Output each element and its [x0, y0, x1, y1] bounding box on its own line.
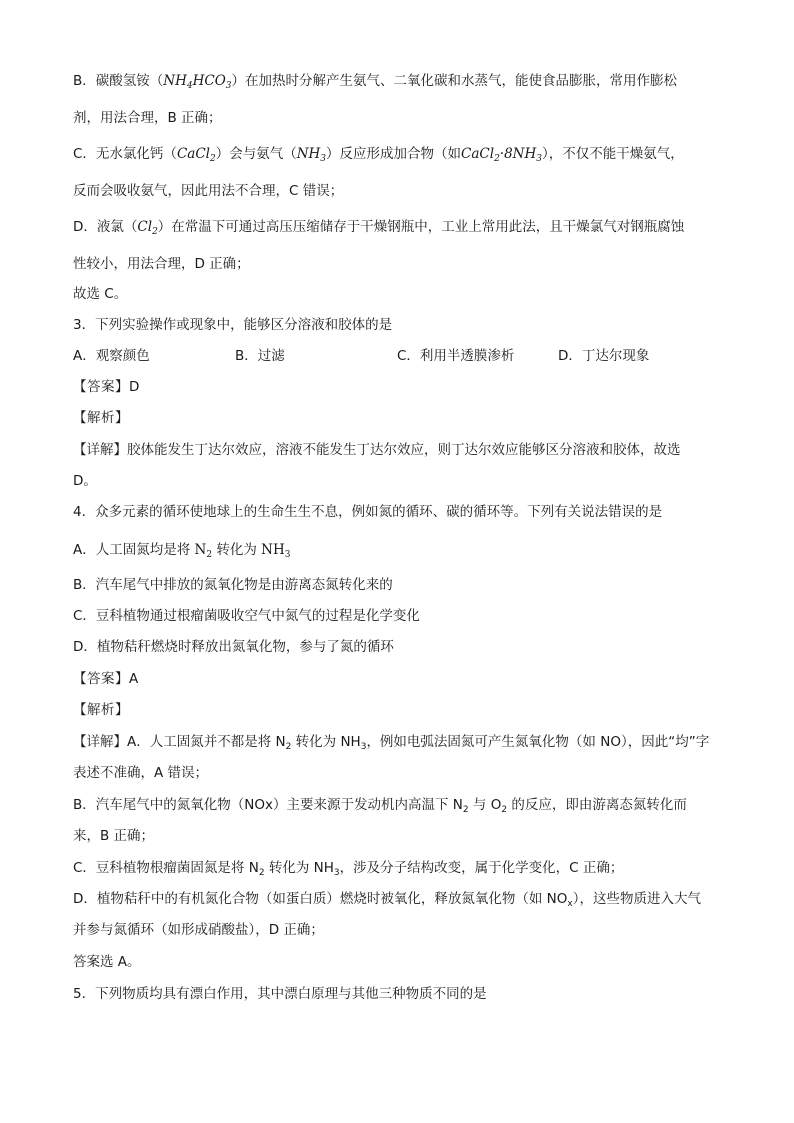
subscript: 2 [258, 868, 265, 878]
q4-option-b: B．汽车尾气中排放的氮氧化物是由游离态氮转化来的 [73, 577, 393, 593]
q4-answer: 【答案】A [73, 671, 139, 687]
text: ）在常温下可通过高压压缩储存于干燥钢瓶中，工业上常用此法，且干燥氯气对钢瓶腐蚀 [157, 219, 685, 235]
q4-final-choice: 答案选 A。 [73, 954, 141, 970]
text: ），这些物质进入大气 [572, 891, 701, 907]
q4-detail-line2: 表述不准确，A 错误； [73, 765, 209, 781]
q4-option-d: D．植物秸秆燃烧时释放出氮氧化物，参与了氮的循环 [73, 639, 394, 655]
q2-option-b-line1 [73, 71, 677, 91]
text: ，涉及分子结构改变，属于化学变化，C 正确； [339, 860, 624, 876]
q4-stem: 4．众多元素的循环使地球上的生命生生不息，例如氮的循环、碳的循环等。下列有关说法错误的是 [73, 504, 663, 520]
text: ）在加热时分解产生氨气、二氧化碳和水蒸气，能使食品膨胀，常用作膨松 [231, 73, 677, 89]
q3-detail-line2: D。 [73, 473, 97, 489]
q4-analysis-label: 【解析】 [73, 702, 129, 718]
text: C．无水氯化钙（ [73, 146, 177, 162]
q4-option-c: C．豆科植物通过根瘤菌吸收空气中氮气的过程是化学变化 [73, 608, 420, 624]
text: 转化为 NH [264, 860, 334, 876]
q4-option-a [73, 540, 291, 560]
q2-option-d-line2: 性较小，用法合理，D 正确； [73, 256, 250, 272]
text: 的反应，即由游离态氮转化而 [507, 797, 687, 813]
q4-detail-line6 [73, 889, 701, 909]
q3-answer: 【答案】D [73, 379, 140, 395]
text: 转化为 NH [291, 734, 361, 750]
q3-option-b: B．过滤 [235, 348, 285, 364]
subscript: 3 [360, 742, 367, 752]
formula-adduct: $CaCl_2\cdot 8NH_3$ [461, 146, 542, 164]
q2-option-b-line2: 剂，用法合理，B 正确； [73, 110, 222, 126]
q2-option-d-line1 [73, 217, 684, 237]
text: B．碳酸氢铵（ [73, 73, 164, 89]
text: ）会与氨气（ [215, 146, 297, 162]
text: 转化为 [212, 542, 262, 558]
text: 【详解】A．人工固氮并不都是将 N [73, 734, 286, 750]
q2-option-c-line2: 反而会吸收氨气，因此用法不合理，C 错误； [73, 183, 344, 199]
text: A．人工固氮均是将 [73, 542, 195, 558]
subscript: 3 [333, 868, 340, 878]
formula-nh3: $NH_3$ [261, 542, 291, 560]
text: 与 O [468, 797, 502, 813]
formula-cl2: $Cl_2$ [137, 219, 158, 237]
subscript: x [567, 899, 573, 909]
text: D．植物秸秆中的有机氮化合物（如蛋白质）燃烧时被氧化，释放氮氧化物（如 NO [73, 891, 568, 907]
formula-nh4hco3: $NH_4HCO_3$ [163, 73, 232, 91]
text: D．液氯（ [73, 219, 138, 235]
text: ）反应形成加合物（如 [326, 146, 462, 162]
text: ），不仅不能干燥氨气， [542, 146, 684, 162]
q4-detail-line4: 来，B 正确； [73, 828, 155, 844]
q4-detail-line3 [73, 795, 687, 815]
q3-analysis-label: 【解析】 [73, 410, 129, 426]
q3-detail-line1: 【详解】胶体能发生丁达尔效应，溶液不能发生丁达尔效应，则丁达尔效应能够区分溶液和胶体，故选 [73, 442, 681, 458]
q4-detail-line1 [73, 732, 709, 752]
q3-option-c: C．利用半透膜渗析 [397, 348, 515, 364]
text: C．豆科植物根瘤菌固氮是将 N [73, 860, 259, 876]
text: ，例如电弧法固氮可产生氮氧化物（如 NO），因此“均”字 [366, 734, 710, 750]
formula-n2: $N_2$ [194, 542, 213, 560]
q3-option-d: D．丁达尔现象 [558, 348, 650, 364]
q4-detail-line5 [73, 858, 623, 878]
q3-stem: 3．下列实验操作或现象中，能够区分溶液和胶体的是 [73, 317, 393, 333]
q5-stem: 5．下列物质均具有漂白作用，其中漂白原理与其他三种物质不同的是 [73, 986, 487, 1002]
subscript: 2 [501, 805, 508, 815]
subscript: 2 [462, 805, 469, 815]
q3-option-a: A．观察颜色 [73, 348, 150, 364]
subscript: 2 [285, 742, 292, 752]
q2-final-choice: 故选 C。 [73, 286, 128, 302]
text: B．汽车尾气中的氮氧化物（NOx）主要来源于发动机内高温下 N [73, 797, 463, 813]
q4-detail-line7: 并参与氮循环（如形成硝酸盐），D 正确； [73, 922, 324, 938]
formula-nh3: $NH_3$ [296, 146, 327, 164]
q2-option-c-line1 [73, 144, 684, 164]
formula-cacl2: CaCl$_2$ [176, 146, 216, 164]
